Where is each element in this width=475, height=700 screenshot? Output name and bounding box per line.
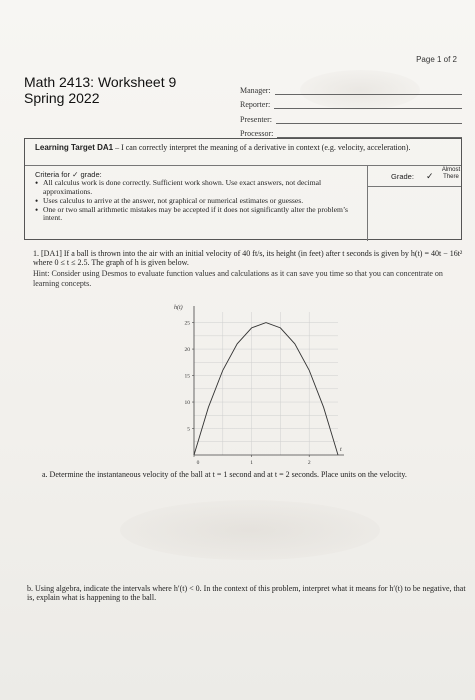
criteria-list <box>35 179 365 223</box>
criteria-item: • Uses calculus to arrive at the answer, not graphical or numerical estimates or guesses. <box>35 197 365 206</box>
faded-mark <box>120 500 380 560</box>
x-tick-label: 0 <box>196 460 200 465</box>
height-graph <box>160 300 355 465</box>
role-row-reporter <box>240 95 462 110</box>
role-blank[interactable] <box>275 86 462 95</box>
y-axis-label: h(t) <box>174 305 183 311</box>
grade-level: Almost There <box>441 167 461 180</box>
role-blank[interactable] <box>276 115 462 124</box>
role-blank[interactable] <box>274 100 462 109</box>
term-line: Spring 2022 <box>24 90 100 106</box>
graph-grid <box>194 312 338 455</box>
question-1 <box>33 249 469 288</box>
question-part-b: b. Using algebra, indicate the intervals where h′(t) < 0. In the context of this problem, interpret what it means for h′(t) to be negative, that is, explain what is happening to the ball. <box>27 584 466 603</box>
graph-tick-labels <box>185 321 311 465</box>
y-tick-label: 15 <box>184 373 190 380</box>
grade-section <box>367 165 461 187</box>
role-label: Manager: <box>240 85 271 95</box>
role-label: Processor: <box>240 129 274 138</box>
y-tick-label: 20 <box>184 347 190 354</box>
criteria-item: • One or two small arithmetic mistakes may be accepted if it does not significantly alter the problem’s intent. <box>35 206 365 223</box>
learning-target-label: Learning Target DA1 <box>35 143 114 152</box>
checkmark-icon: ✓ <box>426 171 434 181</box>
criteria-item: • All calculus work is done correctly. Sufficient work shown. Use exact answers, not decimal approximations. <box>35 179 365 196</box>
learning-target-description: – I can correctly interpret the meaning of a derivative in context (e.g. velocity, acceleration). <box>113 143 411 152</box>
worksheet-title <box>24 74 176 106</box>
role-row-manager <box>240 80 462 95</box>
y-tick-label: 10 <box>184 400 190 407</box>
grade-label: Grade: <box>391 172 414 181</box>
question-part-a: a. Determine the instantaneous velocity of the ball at t = 1 second and at t = 2 seconds. Place units on the velocity. <box>42 470 407 479</box>
criteria-heading: Criteria for ✓ grade: <box>35 170 102 179</box>
group-roles <box>240 80 462 138</box>
learning-target-box <box>24 138 462 240</box>
role-row-presenter <box>240 109 462 124</box>
x-tick-label: 2 <box>307 460 311 465</box>
role-row-processor <box>240 124 462 139</box>
criteria-section <box>25 165 368 241</box>
page-number: Page 1 of 2 <box>416 55 457 64</box>
course-line: Math 2413: Worksheet 9 <box>24 74 177 90</box>
role-label: Reporter: <box>240 100 271 109</box>
learning-target-text <box>35 143 453 153</box>
role-label: Presenter: <box>240 114 272 124</box>
role-blank[interactable] <box>277 129 462 138</box>
y-tick-label: 25 <box>184 320 190 327</box>
y-tick-label: 5 <box>187 426 190 433</box>
question-1-hint: Hint: Consider using Desmos to evaluate function values and calculations as it can save you time so that you can concentrate on learning concepts. <box>33 269 443 288</box>
graph-axes <box>194 306 344 455</box>
question-1-stem: 1. [DA1] If a ball is thrown into the air with an initial velocity of 40 ft/s, its height (in feet) after t seconds is given by h(t) = 40t − 16t² where 0 ≤ t ≤ 2.5. The graph of h is given below. <box>33 249 463 268</box>
x-tick-label: 1 <box>250 460 253 465</box>
x-axis-label: t <box>340 447 342 453</box>
